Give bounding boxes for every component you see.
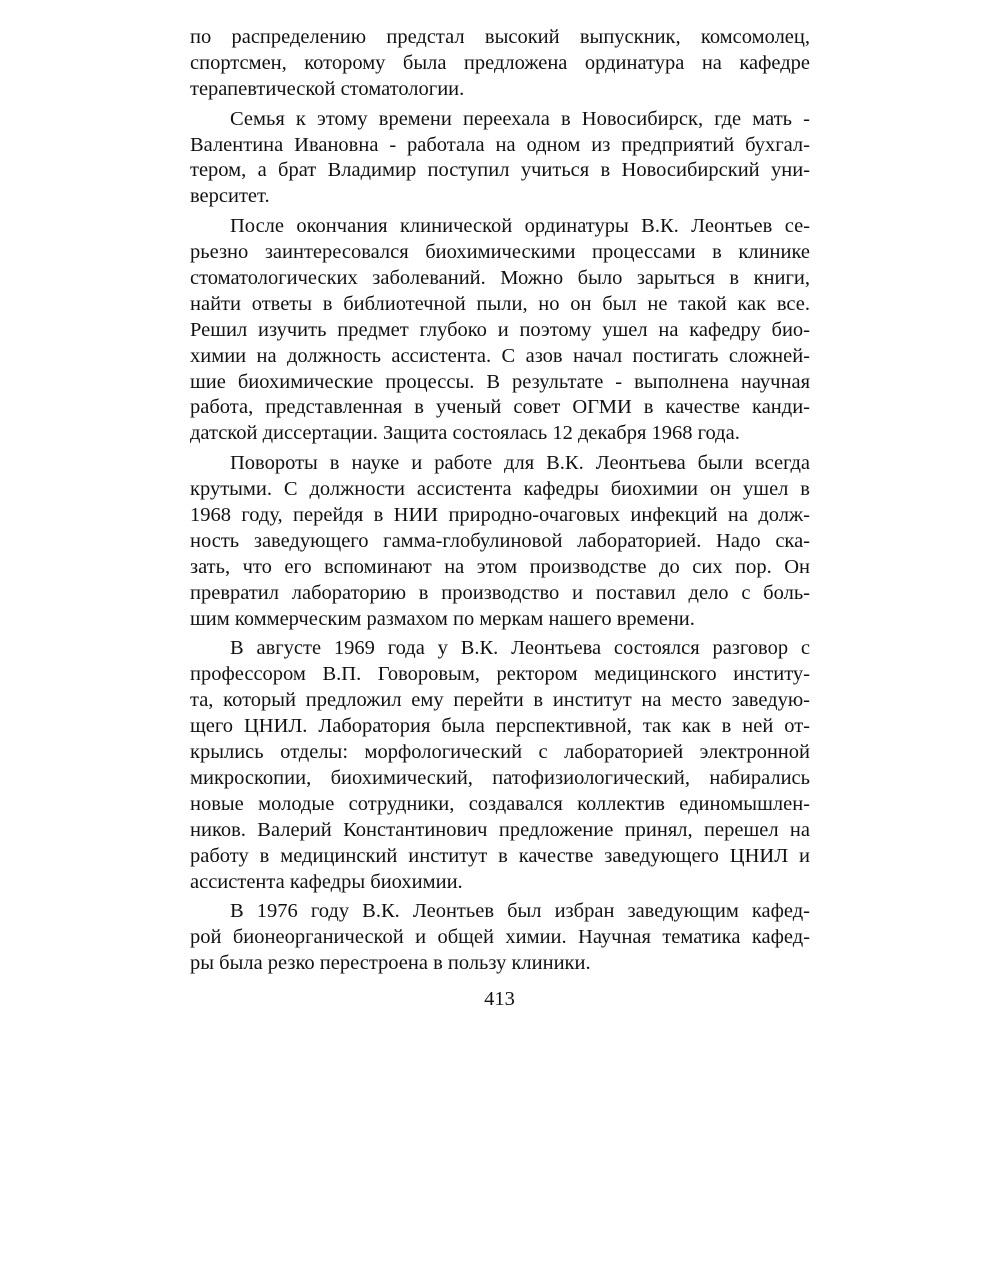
text-line: После окончания клинической ординатуры В.К. Леонтьев се- bbox=[230, 215, 810, 238]
text-line: шие биохимические процессы. В результате - выполнена научная bbox=[190, 370, 810, 393]
text-line: крылись отделы: морфологический с лабораторией электронной bbox=[190, 741, 810, 764]
paragraph bbox=[190, 451, 810, 632]
text-line: по распределению предстал высокий выпускник, комсомолец, bbox=[190, 26, 810, 48]
text-line: ность заведующего гамма-глобулиновой лабораторией. Надо ска- bbox=[190, 529, 810, 552]
text-line: тером, а брат Владимир поступил учиться в Новосибирский уни- bbox=[190, 159, 810, 182]
text-line: верситет. bbox=[190, 185, 270, 208]
text-line: ассистента кафедры биохимии. bbox=[190, 870, 463, 893]
text-line: работу в медицинский институт в качестве заведующего ЦНИЛ и bbox=[190, 844, 810, 867]
text-line: профессором В.П. Говоровым, ректором медицинского институ- bbox=[190, 663, 810, 686]
text-line: рьезно заинтересовался биохимическими процессами в клинике bbox=[190, 241, 810, 264]
text-line: щего ЦНИЛ. Лаборатория была перспективной, так как в ней от- bbox=[190, 715, 810, 738]
paragraph bbox=[190, 899, 810, 977]
text-line: рой бионеорганической и общей химии. Научная тематика кафед- bbox=[190, 926, 810, 949]
text-line: Повороты в науке и работе для В.К. Леонтьева были всегда bbox=[230, 452, 810, 475]
body-text bbox=[190, 25, 810, 977]
text-line: В 1976 году В.К. Леонтьев был избран заведующим кафед- bbox=[230, 900, 810, 923]
text-line: терапевтической стоматологии. bbox=[190, 77, 465, 100]
text-line: химии на должность ассистента. С азов начал постигать сложней- bbox=[190, 344, 810, 367]
paragraph bbox=[190, 25, 810, 103]
text-line: 1968 году, перейдя в НИИ природно-очаговых инфекций на долж- bbox=[190, 504, 810, 527]
page-number: 413 bbox=[484, 988, 515, 1010]
text-line: стоматологических заболеваний. Можно было зарыться в книги, bbox=[190, 267, 810, 290]
text-line: найти ответы в библиотечной пыли, но он был не такой как все. bbox=[190, 292, 810, 315]
text-line: спортсмен, которому была предложена ординатура на кафедре bbox=[190, 51, 810, 74]
paragraph bbox=[190, 107, 810, 211]
text-line: Валентина Ивановна - работала на одном из предприятий бухгал- bbox=[190, 133, 810, 156]
text-line: Решил изучить предмет глубоко и поэтому ушел на кафедру био- bbox=[190, 318, 810, 341]
text-line: датской диссертации. Защита состоялась 12 декабря 1968 года. bbox=[190, 422, 740, 445]
text-line: шим коммерческим размахом по меркам нашего времени. bbox=[190, 607, 695, 630]
text-line: работа, представленная в ученый совет ОГМИ в качестве канди- bbox=[190, 396, 810, 419]
text-line: превратил лабораторию в производство и поставил дело с боль- bbox=[190, 581, 810, 604]
text-line: В августе 1969 года у В.К. Леонтьева состоялся разговор с bbox=[230, 637, 810, 660]
text-line: крутыми. С должности ассистента кафедры биохимии он ушел в bbox=[190, 478, 810, 501]
text-line: микроскопии, биохимический, патофизиологический, набирались bbox=[190, 766, 810, 789]
paragraph bbox=[190, 214, 810, 447]
text-line: новые молодые сотрудники, создавался коллектив единомышлен- bbox=[190, 792, 810, 815]
text-line: зать, что его вспоминают на этом производстве до сих пор. Он bbox=[190, 555, 810, 578]
text-line: Семья к этому времени переехала в Новосибирск, где мать - bbox=[230, 107, 810, 130]
text-line: та, который предложил ему перейти в институт на место заведую- bbox=[190, 689, 810, 712]
paragraph bbox=[190, 636, 810, 895]
text-line: ников. Валерий Константинович предложение принял, перешел на bbox=[190, 818, 810, 841]
text-line: ры была резко перестроена в пользу клиники. bbox=[190, 952, 591, 975]
